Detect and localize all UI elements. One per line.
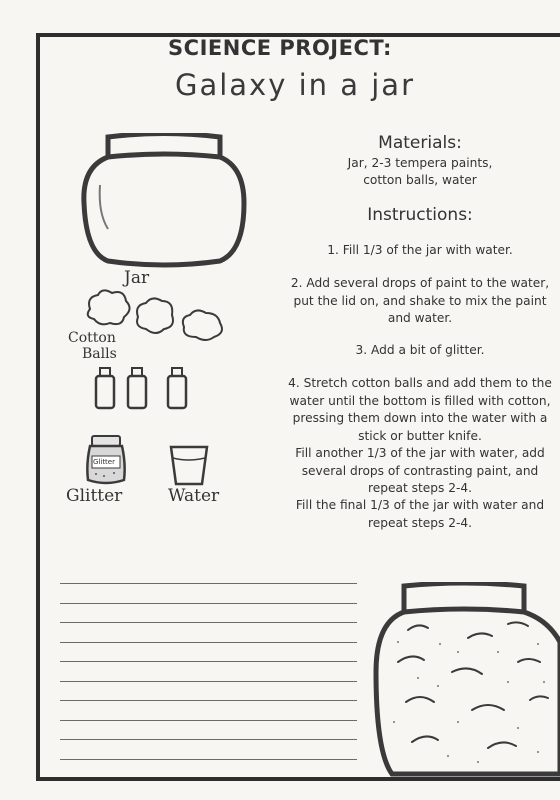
glitter-jar-label: Glitter — [93, 458, 115, 466]
writing-line — [60, 603, 357, 604]
instruction-step-4: 4. Stretch cotton balls and add them to the water until the bottom is filled with cotton, pressing them down into the water with a stick or butter knife. — [288, 376, 552, 443]
writing-line — [60, 681, 357, 682]
writing-line — [60, 739, 357, 740]
writing-line — [60, 622, 357, 623]
cotton-balls-label — [68, 330, 117, 362]
instructions-heading: Instructions: — [367, 205, 473, 225]
instruction-step-1: 1. Fill 1/3 of the jar with water. — [327, 243, 513, 257]
glitter-label: Glitter — [66, 486, 123, 506]
instruction-extra-2: Fill the final 1/3 of the jar with water and repeat steps 2-4. — [295, 498, 545, 530]
materials-heading: Materials: — [378, 133, 462, 153]
paint-bottles-icon — [94, 366, 194, 412]
instruction-step-2: 2. Add several drops of paint to the water, put the lid on, and shake to mix the paint and water. — [290, 276, 550, 325]
materials-line-1: Jar, 2-3 tempera paints, — [347, 156, 493, 170]
writing-line — [60, 642, 357, 643]
instruction-extra-1: Fill another 1/3 of the jar with water, add several drops of contrasting paint, and repeat steps 2-4. — [295, 446, 545, 495]
materials-line-2: cotton balls, water — [363, 173, 477, 187]
writing-lines — [60, 583, 357, 778]
page-subtitle: Galaxy in a jar — [174, 68, 415, 102]
instruction-step-3: 3. Add a bit of glitter. — [355, 343, 485, 357]
writing-line — [60, 661, 357, 662]
water-label: Water — [168, 486, 220, 506]
writing-line — [60, 700, 357, 701]
writing-line — [60, 759, 357, 760]
cotton-label-line-2: Balls — [82, 346, 117, 362]
cotton-label-line-1: Cotton — [68, 330, 116, 346]
water-cup-icon — [168, 444, 210, 486]
writing-line — [60, 583, 357, 584]
galaxy-jar-icon — [368, 582, 560, 780]
writing-line — [60, 720, 357, 721]
page-title: SCIENCE PROJECT: — [168, 36, 392, 60]
jar-label: Jar — [124, 268, 150, 288]
jar-icon — [78, 133, 250, 269]
